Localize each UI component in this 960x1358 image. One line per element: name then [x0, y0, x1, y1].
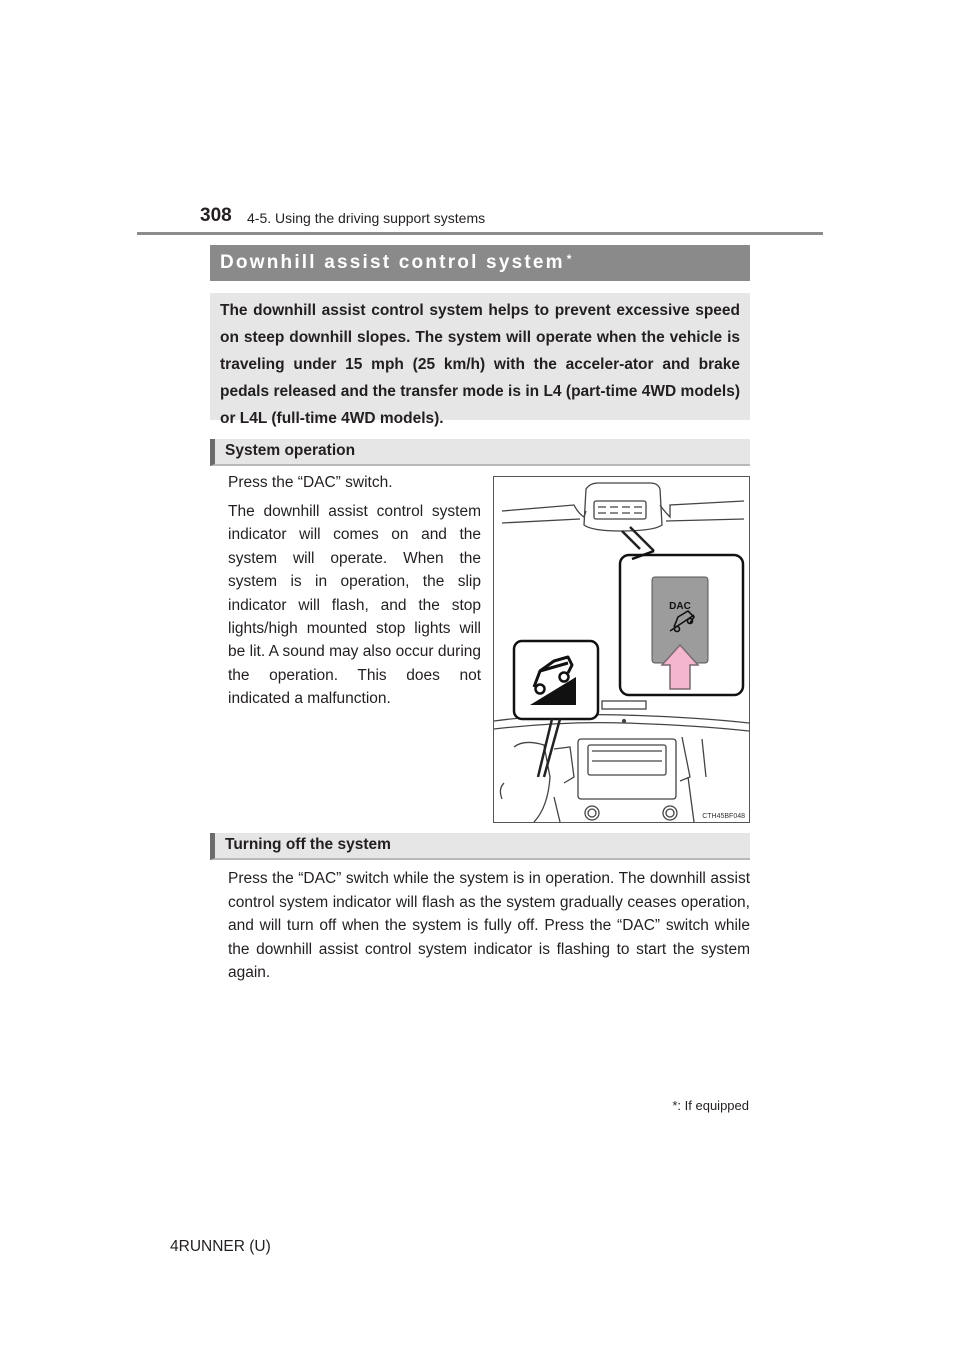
dashboard-drawing	[494, 477, 749, 822]
heading-title-text: Downhill assist control system	[220, 252, 565, 273]
operation-description: The downhill assist control system indicator will comes on and the system will operate. When the system is in operation, the slip indicator will flash, and the stop lights/high mounted stop lights will be lit. A sound may also occur during the operation. This does not indicated a malfunction.	[228, 503, 481, 708]
dac-switch-label: DAC	[669, 601, 691, 612]
footnote: *: If equipped	[672, 1098, 749, 1113]
intro-box	[210, 293, 750, 427]
turning-off-description: Press the “DAC” switch while the system is in operation. The downhill assist control system indicator will flash as the system gradually ceases operation, and will turn off when the system is fully off. Press the “DAC” switch while the downhill assist control system indicator is flashing to start the system again.	[228, 870, 750, 982]
model-name: 4RUNNER (U)	[170, 1238, 271, 1255]
heading-bar	[210, 245, 750, 281]
figure-code: CTH45BF048	[702, 813, 745, 820]
subheading-turning-off-label: Turning off the system	[225, 836, 391, 853]
page-number: 308	[200, 205, 232, 226]
intro-text: The downhill assist control system helps to prevent excessive speed on steep downhill slopes. The system will operate when the vehicle is traveling under 15 mph (25 km/h) with the acceler-ator and brake pedals released and the transfer mode is in L4 (part-time 4WD models) or L4L (full-time 4WD models).	[220, 302, 740, 427]
subheading-system-operation-label: System operation	[225, 442, 356, 459]
dac-switch-illustration	[493, 476, 750, 823]
subheading-turning-off	[210, 833, 750, 860]
subheading-system-operation	[210, 439, 750, 466]
press-dac-instruction: Press the “DAC” switch.	[228, 474, 393, 491]
if-equipped-marker: *	[566, 252, 574, 266]
header-rule	[137, 232, 823, 235]
section-title: 4-5. Using the driving support systems	[247, 210, 486, 226]
heading-title	[220, 252, 574, 274]
